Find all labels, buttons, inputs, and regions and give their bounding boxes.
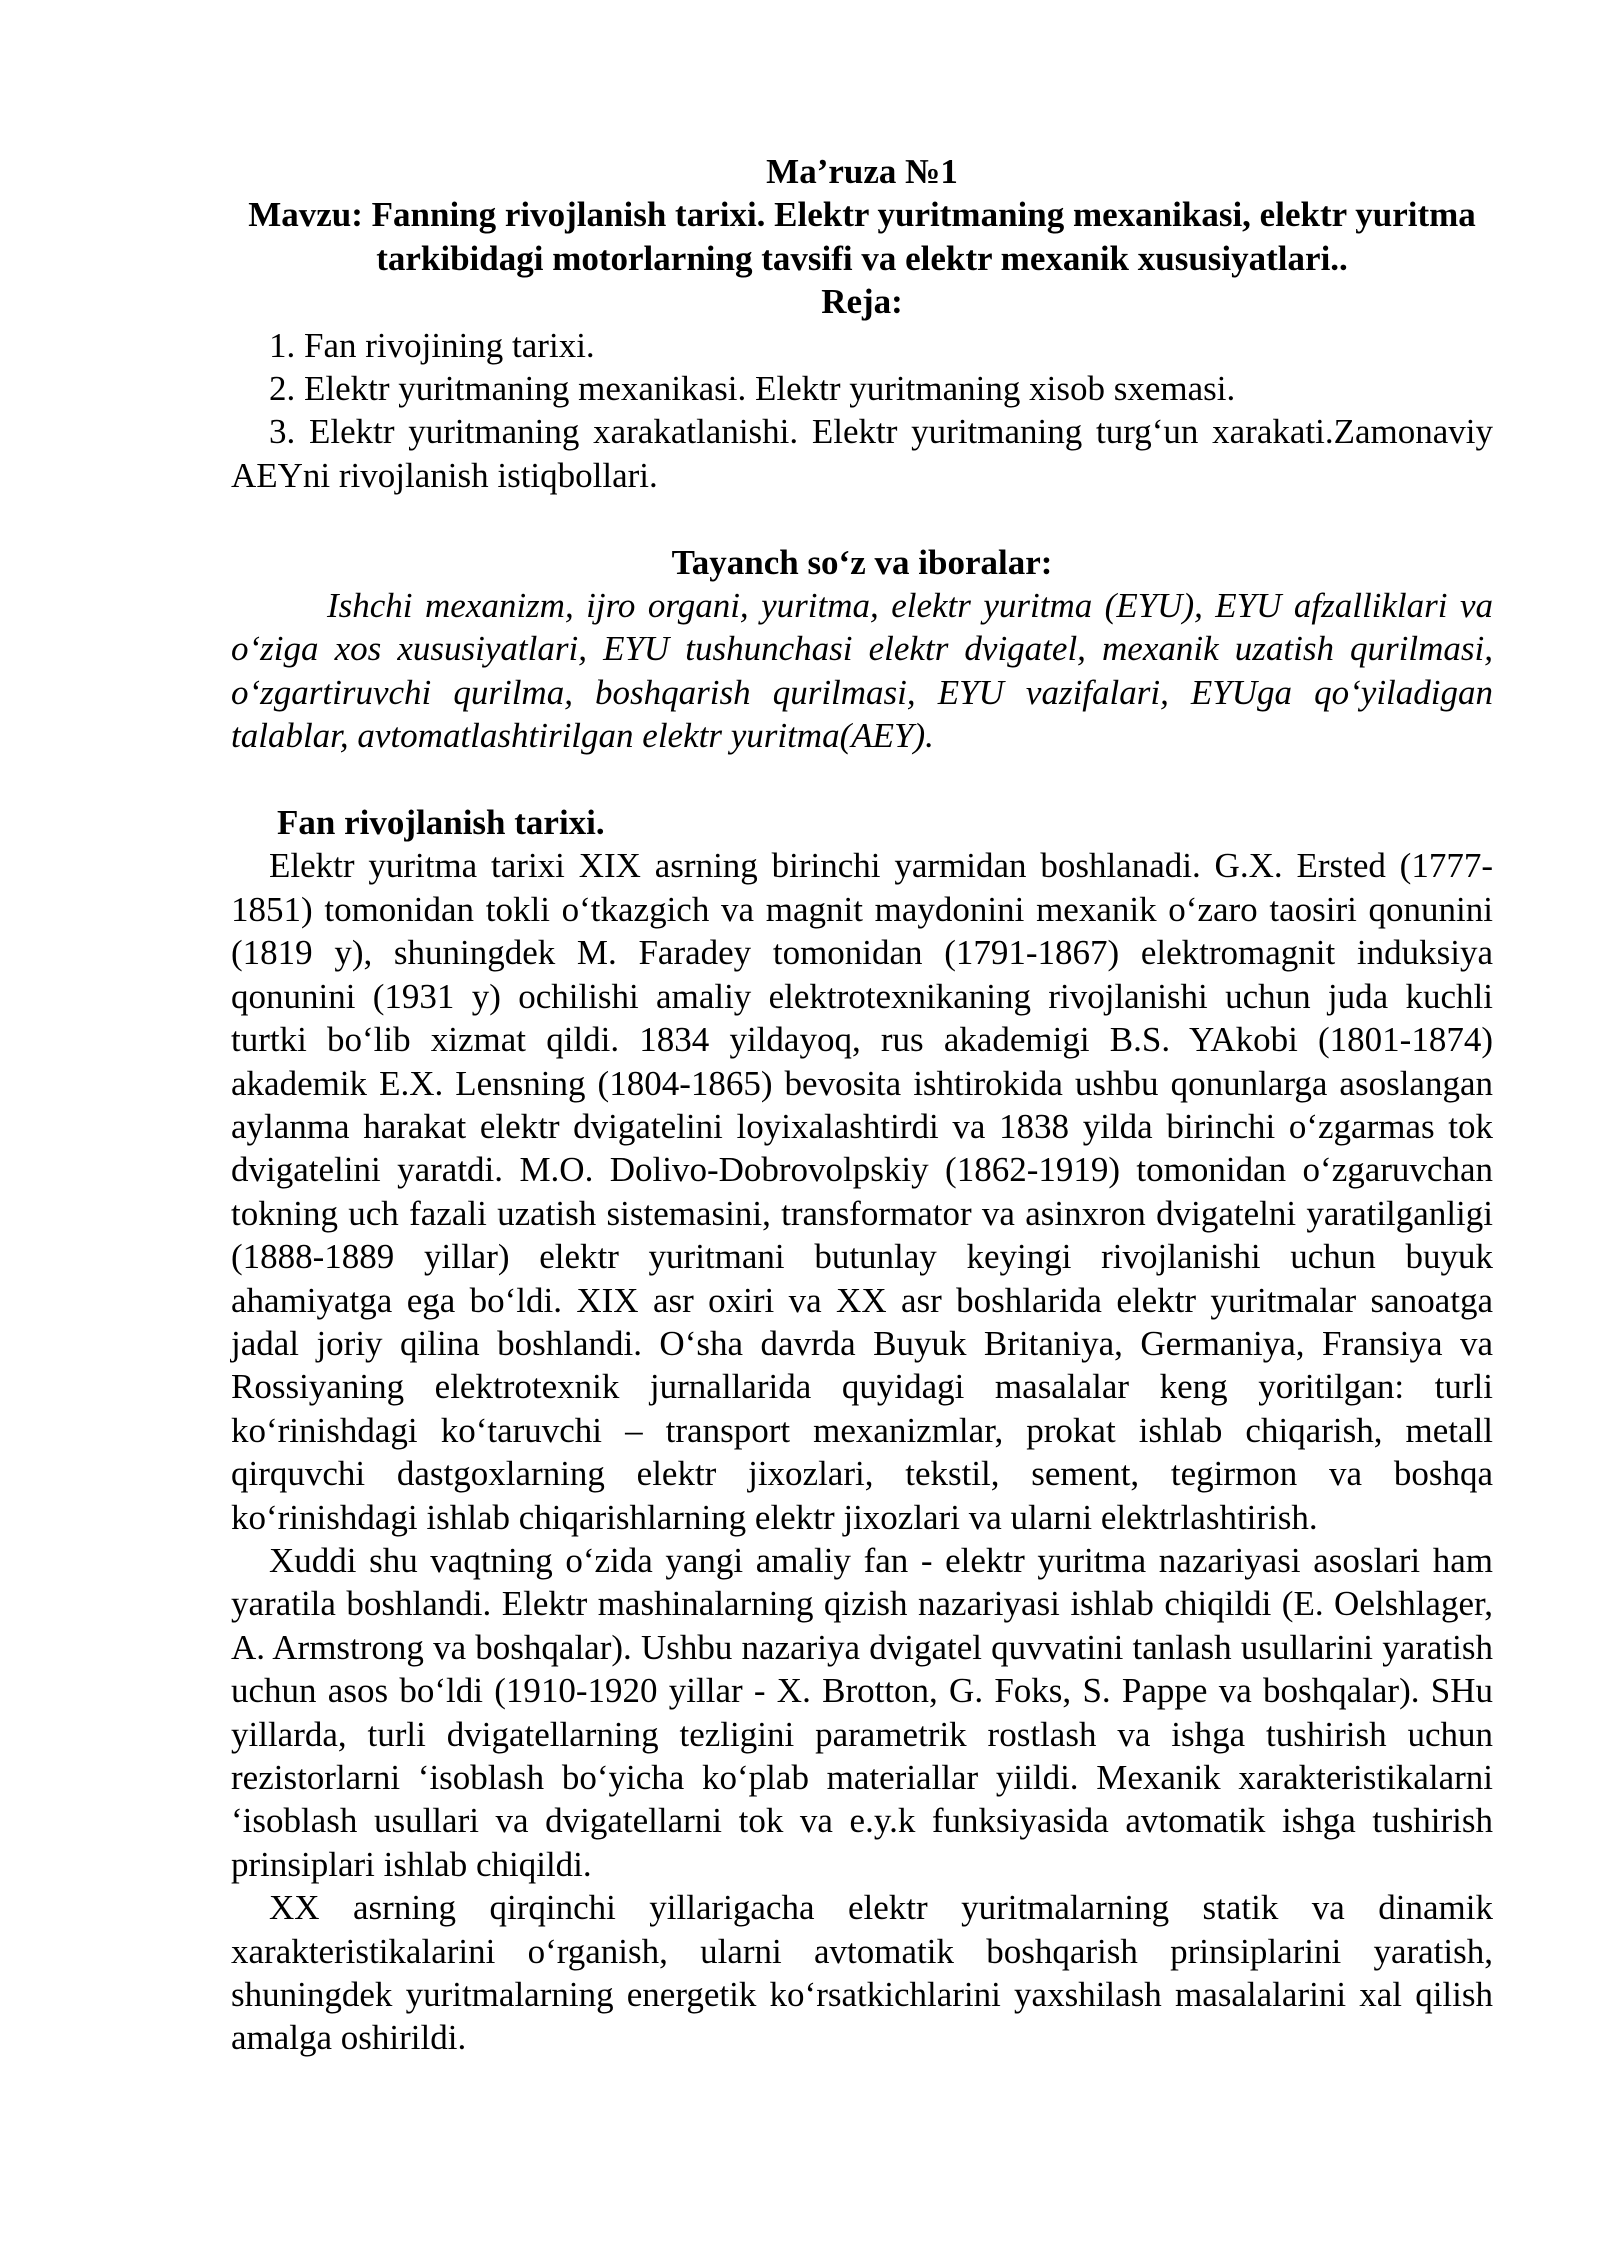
spacer [231, 758, 1493, 801]
plan-item-2: 2. Elektr yuritmaning mexanikasi. Elektr yuritmaning xisob sxemasi. [269, 369, 1236, 409]
plan-item-3: 3. Elektr yuritmaning xarakatlanishi. Elektr yuritmaning turg‘un xarakati.Zamonaviy AEYni rivojlanish istiqbollari. [231, 412, 1493, 495]
topic-heading: Mavzu: Fanning rivojlanish tarixi. Elektr yuritmaning mexanikasi, elektr yuritma tarkibidagi motorlarning tavsifi va elektr mexanik xususiyatlari.. [248, 195, 1476, 278]
section-title: Fan rivojlanish tarixi. [277, 803, 605, 843]
spacer [231, 497, 1493, 540]
keywords-title: Tayanch so‘z va iboralar: [671, 542, 1053, 582]
paragraph-1: Elektr yuritma tarixi XIX asrning birinchi yarmidan boshlanadi. G.X. Ersted (1777-1851) tomonidan tokli o‘tkazgich va magnit maydonini mexanik o‘zaro taosiri qonunini (1819 y), shuningdek M. Faradey tomonidan (1791-1867) elektromagnit induksiya qonunini (1931 y) ochilishi amaliy elektrotexnikaning rivojlanishi uchun juda kuchli turtki bo‘lib xizmat qildi. 1834 yildayoq, rus akademigi B.S. YAkobi (1801-1874) akademik E.X. Lensning (1804-1865) bevosita ishtirokida ushbu qonunlarga asoslangan aylanma harakat elektr dvigatelini loyixalashtirdi va 1838 yilda birinchi o‘zgarmas tok dvigatelini yaratdi. M.O. Dolivo-Dobrovolpskiy (1862-1919) tomonidan o‘zgaruvchan tokning uch fazali uzatish sistemasini, transformator va asinxron dvigatelni yaratilganligi (1888-1889 yillar) elektr yuritmani butunlay keyingi rivojlanishi uchun buyuk ahamiyatga ega bo‘ldi. XIX asr oxiri va XX asr boshlarida elektr yuritmalar sanoatga jadal joriy qilina boshlandi. O‘sha davrda Buyuk Britaniya, Germaniya, Fransiya va Rossiyaning elektrotexnik jurnallarida quyidagi masalalar keng yoritilgan: turli ko‘rinishdagi ko‘taruvchi – transport mexanizmlar, prokat ishlab chiqarish, metall qirquvchi dastgoxlarning elektr jixozlari, tekstil, sement, tegirmon va boshqa ko‘rinishdagi ishlab chiqarishlarning elektr jixozlari va ularni elektrlashtirish. [231, 846, 1493, 1537]
paragraph-2: Xuddi shu vaqtning o‘zida yangi amaliy fan - elektr yuritma nazariyasi asoslari ham yaratila boshlandi. Elektr mashinalarning qizish nazariyasi ishlab chiqildi (E. Oelshlager, A. Armstrong va boshqalar). Ushbu nazariya dvigatel quvvatini tanlash usullarini yaratish uchun asos bo‘ldi (1910-1920 yillar - X. Brotton, G. Foks, S. Pappe va boshqalar). SHu yillarda, turli dvigatellarning tezligini parametrik rostlash va ishga tushirish uchun rezistorlarni ‘isoblash bo‘yicha ko‘plab materiallar yiildi. Mexanik xarakteristikalarni ‘isoblash usullari va dvigatellarni tok va e.y.k funksiyasida avtomatik ishga tushirish prinsiplari ishlab chiqildi. [231, 1540, 1493, 1884]
document-page [231, 150, 1493, 2060]
paragraph-3: XX asrning qirqinchi yillarigacha elektr yuritmalarning statik va dinamik xarakteristikalarini o‘rganish, ularni avtomatik boshqarish prinsiplarini yaratish, shuningdek yuritmalarning energetik ko‘rsatkichlarini yaxshilash masalalarini xal qilish amalga oshirildi. [231, 1888, 1493, 2058]
lecture-title: Ma’ruza №1 [766, 152, 958, 191]
plan-title: Reja: [821, 282, 903, 322]
keywords-text: Ishchi mexanizm, ijro organi, yuritma, elektr yuritma (EYU), EYU afzalliklari va o‘ziga xos xususiyatlari, EYU tushunchasi elektr dvigatel, mexanik uzatish qurilmasi, o‘zgartiruvchi qurilma, boshqarish qurilmasi, EYU vazifalari, EYUga qo‘yiladigan talablar, avtomatlashtirilgan elektr yuritma(AEY). [231, 586, 1493, 756]
plan-item-1: 1. Fan rivojining tarixi. [269, 325, 595, 365]
